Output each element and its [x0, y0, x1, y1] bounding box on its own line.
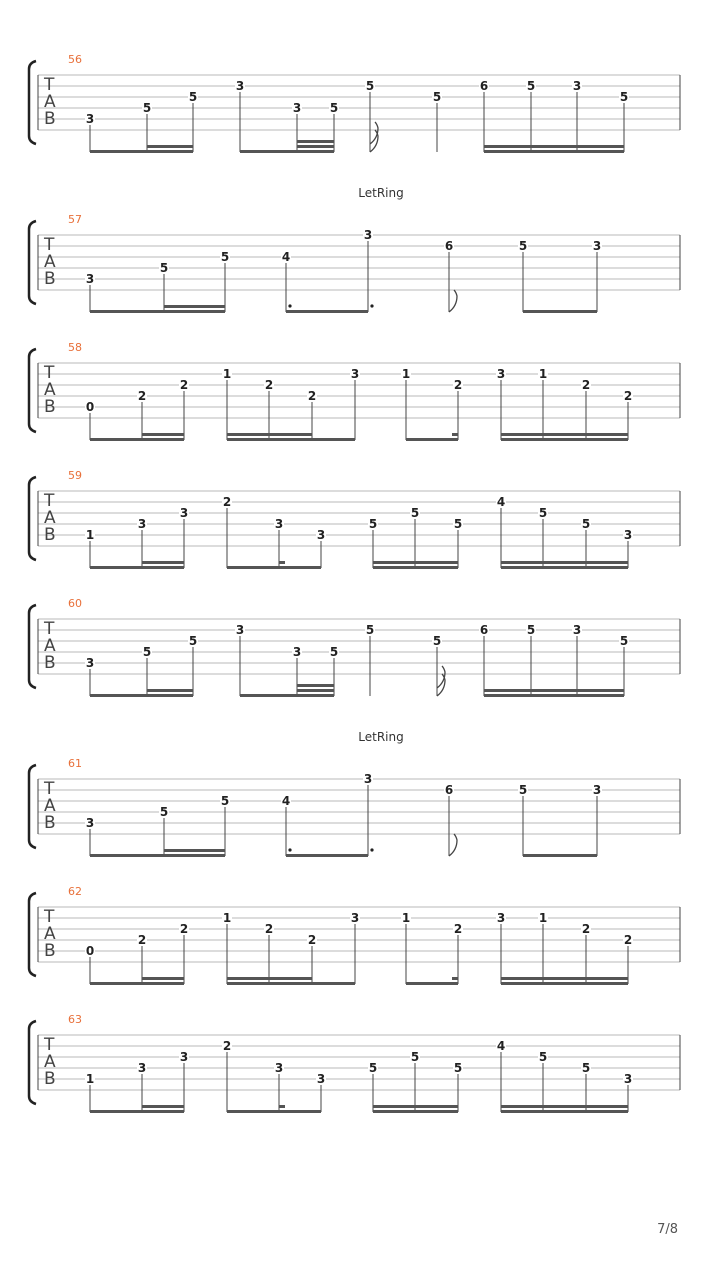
note-flag — [449, 834, 457, 856]
beam-secondary — [501, 561, 628, 564]
beam — [373, 1110, 458, 1113]
beam — [501, 1110, 628, 1113]
fret-number: 5 — [432, 90, 442, 104]
fret-number: 3 — [350, 367, 360, 381]
fret-number: 3 — [592, 783, 602, 797]
tab-clef-letter: B — [44, 397, 56, 417]
beam-stub — [452, 977, 458, 980]
beam-partial — [297, 140, 334, 143]
fret-number: 5 — [410, 1050, 420, 1064]
measure-number: 57 — [68, 213, 82, 226]
fret-number: 1 — [401, 367, 411, 381]
fret-number: 5 — [188, 634, 198, 648]
fret-number: 3 — [274, 517, 284, 531]
tab-clef-letter: T — [44, 363, 55, 383]
tab-clef-letter: A — [44, 92, 56, 112]
fret-number: 2 — [453, 922, 463, 936]
fret-number: 5 — [365, 623, 375, 637]
fret-number: 5 — [538, 1050, 548, 1064]
measure-number: 60 — [68, 597, 82, 610]
beam-stub — [279, 561, 285, 564]
measure-number: 56 — [68, 53, 82, 66]
note-flag — [370, 122, 378, 144]
fret-number: 1 — [222, 911, 232, 925]
tab-clef-letter: T — [44, 1035, 55, 1055]
beam-partial — [297, 689, 334, 692]
beam — [240, 694, 334, 697]
dot — [288, 304, 291, 307]
fret-number: 5 — [526, 79, 536, 93]
fret-number: 5 — [453, 1061, 463, 1075]
beam-partial — [227, 433, 312, 436]
measure-number: 61 — [68, 757, 82, 770]
fret-number: 5 — [581, 1061, 591, 1075]
tab-clef-letter: B — [44, 109, 56, 129]
tab-clef-letter: T — [44, 907, 55, 927]
fret-number: 5 — [619, 90, 629, 104]
beam-partial — [227, 977, 312, 980]
fret-number: 0 — [85, 944, 95, 958]
tab-clef-letter: B — [44, 525, 56, 545]
beam — [286, 854, 368, 857]
beam — [523, 854, 597, 857]
fret-number: 5 — [526, 623, 536, 637]
fret-number: 3 — [179, 506, 189, 520]
fret-number: 1 — [538, 911, 548, 925]
fret-number: 2 — [581, 922, 591, 936]
fret-number: 1 — [401, 911, 411, 925]
fret-number: 1 — [85, 1072, 95, 1086]
fret-number: 5 — [159, 261, 169, 275]
measure-number: 58 — [68, 341, 82, 354]
fret-number: 2 — [453, 378, 463, 392]
beam — [484, 694, 624, 697]
note-flag — [449, 290, 457, 312]
beam-partial — [147, 689, 193, 692]
fret-number: 3 — [316, 1072, 326, 1086]
tab-clef-letter: T — [44, 779, 55, 799]
beam-partial — [147, 145, 193, 148]
beam-partial — [142, 561, 184, 564]
tab-clef-letter: B — [44, 941, 56, 961]
fret-number: 2 — [264, 922, 274, 936]
fret-number: 2 — [222, 1039, 232, 1053]
fret-number: 4 — [281, 250, 291, 264]
fret-number: 6 — [479, 623, 489, 637]
beam — [240, 150, 334, 153]
tab-clef-letter: A — [44, 380, 56, 400]
fret-number: 2 — [179, 922, 189, 936]
system-bracket — [29, 605, 36, 688]
fret-number: 3 — [496, 911, 506, 925]
fret-number: 5 — [453, 517, 463, 531]
fret-number: 5 — [188, 90, 198, 104]
fret-number: 3 — [592, 239, 602, 253]
beam — [90, 1110, 184, 1113]
fret-number: 2 — [581, 378, 591, 392]
fret-number: 2 — [307, 933, 317, 947]
beam — [286, 310, 368, 313]
tab-clef-letter: A — [44, 508, 56, 528]
measure-number: 62 — [68, 885, 82, 898]
let-ring-label: LetRing — [358, 730, 404, 744]
beam-stub — [279, 1105, 285, 1108]
beam — [484, 150, 624, 153]
fret-number: 1 — [222, 367, 232, 381]
tab-clef-letter: A — [44, 636, 56, 656]
tab-clef-letter: B — [44, 653, 56, 673]
beam — [90, 982, 184, 985]
fret-number: 5 — [518, 783, 528, 797]
fret-number: 3 — [85, 816, 95, 830]
beam — [501, 982, 628, 985]
tab-clef-letter: A — [44, 796, 56, 816]
fret-number: 3 — [292, 101, 302, 115]
fret-number: 5 — [619, 634, 629, 648]
fret-number: 6 — [479, 79, 489, 93]
beam-partial — [142, 977, 184, 980]
fret-number: 5 — [581, 517, 591, 531]
beam-secondary — [373, 1105, 458, 1108]
beam — [501, 438, 628, 441]
tab-clef-letter: A — [44, 1052, 56, 1072]
beam-partial — [142, 1105, 184, 1108]
beam — [90, 310, 225, 313]
beam-secondary — [373, 561, 458, 564]
fret-number: 5 — [365, 79, 375, 93]
fret-number: 3 — [316, 528, 326, 542]
beam-secondary — [501, 1105, 628, 1108]
fret-number: 2 — [137, 389, 147, 403]
fret-number: 2 — [179, 378, 189, 392]
fret-number: 4 — [496, 495, 506, 509]
fret-number: 3 — [363, 228, 373, 242]
beam-stub — [452, 433, 458, 436]
dot — [370, 848, 373, 851]
beam — [501, 566, 628, 569]
beam-partial — [297, 145, 334, 148]
beam — [227, 566, 321, 569]
measure-number: 59 — [68, 469, 82, 482]
fret-number: 3 — [85, 272, 95, 286]
tab-clef-letter: B — [44, 269, 56, 289]
beam — [406, 982, 458, 985]
beam — [227, 438, 355, 441]
fret-number: 1 — [538, 367, 548, 381]
beam — [90, 694, 193, 697]
beam — [406, 438, 458, 441]
fret-number: 2 — [264, 378, 274, 392]
tab-clef-letter: B — [44, 813, 56, 833]
tab-clef-letter: T — [44, 491, 55, 511]
let-ring-label: LetRing — [358, 186, 404, 200]
fret-number: 2 — [137, 933, 147, 947]
fret-number: 0 — [85, 400, 95, 414]
fret-number: 5 — [142, 101, 152, 115]
fret-number: 3 — [235, 623, 245, 637]
system-bracket — [29, 349, 36, 432]
fret-number: 6 — [444, 783, 454, 797]
system-bracket — [29, 893, 36, 976]
beam-partial — [297, 684, 334, 687]
fret-number: 5 — [432, 634, 442, 648]
beam — [90, 566, 184, 569]
beam-partial — [164, 305, 225, 308]
fret-number: 2 — [623, 389, 633, 403]
fret-number: 3 — [623, 528, 633, 542]
fret-number: 3 — [350, 911, 360, 925]
beam — [227, 982, 355, 985]
fret-number: 3 — [623, 1072, 633, 1086]
fret-number: 3 — [137, 1061, 147, 1075]
tab-clef-letter: A — [44, 252, 56, 272]
tab-clef-letter: T — [44, 75, 55, 95]
dot — [288, 848, 291, 851]
fret-number: 3 — [274, 1061, 284, 1075]
fret-number: 4 — [496, 1039, 506, 1053]
fret-number: 5 — [368, 517, 378, 531]
fret-number: 3 — [235, 79, 245, 93]
fret-number: 3 — [572, 79, 582, 93]
system-bracket — [29, 61, 36, 144]
fret-number: 3 — [85, 112, 95, 126]
dot — [370, 304, 373, 307]
fret-number: 3 — [137, 517, 147, 531]
fret-number: 4 — [281, 794, 291, 808]
beam — [373, 566, 458, 569]
page-number: 7/8 — [657, 1222, 678, 1237]
tab-clef-letter: A — [44, 924, 56, 944]
fret-number: 3 — [572, 623, 582, 637]
beam — [90, 438, 184, 441]
tab-clef-letter: B — [44, 1069, 56, 1089]
fret-number: 5 — [518, 239, 528, 253]
measure-number: 63 — [68, 1013, 82, 1026]
beam-secondary — [484, 145, 624, 148]
fret-number: 6 — [444, 239, 454, 253]
fret-number: 3 — [179, 1050, 189, 1064]
beam — [523, 310, 597, 313]
system-bracket — [29, 1021, 36, 1104]
beam-secondary — [484, 689, 624, 692]
fret-number: 5 — [329, 101, 339, 115]
beam-partial — [164, 849, 225, 852]
fret-number: 3 — [292, 645, 302, 659]
fret-number: 1 — [85, 528, 95, 542]
beam-partial — [142, 433, 184, 436]
beam — [227, 1110, 321, 1113]
fret-number: 3 — [363, 772, 373, 786]
note-flag — [437, 666, 445, 688]
tab-clef-letter: T — [44, 619, 55, 639]
fret-number: 3 — [496, 367, 506, 381]
fret-number: 5 — [220, 250, 230, 264]
fret-number: 2 — [222, 495, 232, 509]
beam-secondary — [501, 977, 628, 980]
fret-number: 5 — [329, 645, 339, 659]
tab-clef-letter: T — [44, 235, 55, 255]
fret-number: 2 — [623, 933, 633, 947]
beam-secondary — [501, 433, 628, 436]
system-bracket — [29, 765, 36, 848]
fret-number: 5 — [142, 645, 152, 659]
system-bracket — [29, 477, 36, 560]
fret-number: 5 — [159, 805, 169, 819]
system-bracket — [29, 221, 36, 304]
beam — [90, 150, 193, 153]
fret-number: 2 — [307, 389, 317, 403]
beam — [90, 854, 225, 857]
fret-number: 5 — [410, 506, 420, 520]
fret-number: 5 — [220, 794, 230, 808]
fret-number: 5 — [538, 506, 548, 520]
fret-number: 5 — [368, 1061, 378, 1075]
fret-number: 3 — [85, 656, 95, 670]
